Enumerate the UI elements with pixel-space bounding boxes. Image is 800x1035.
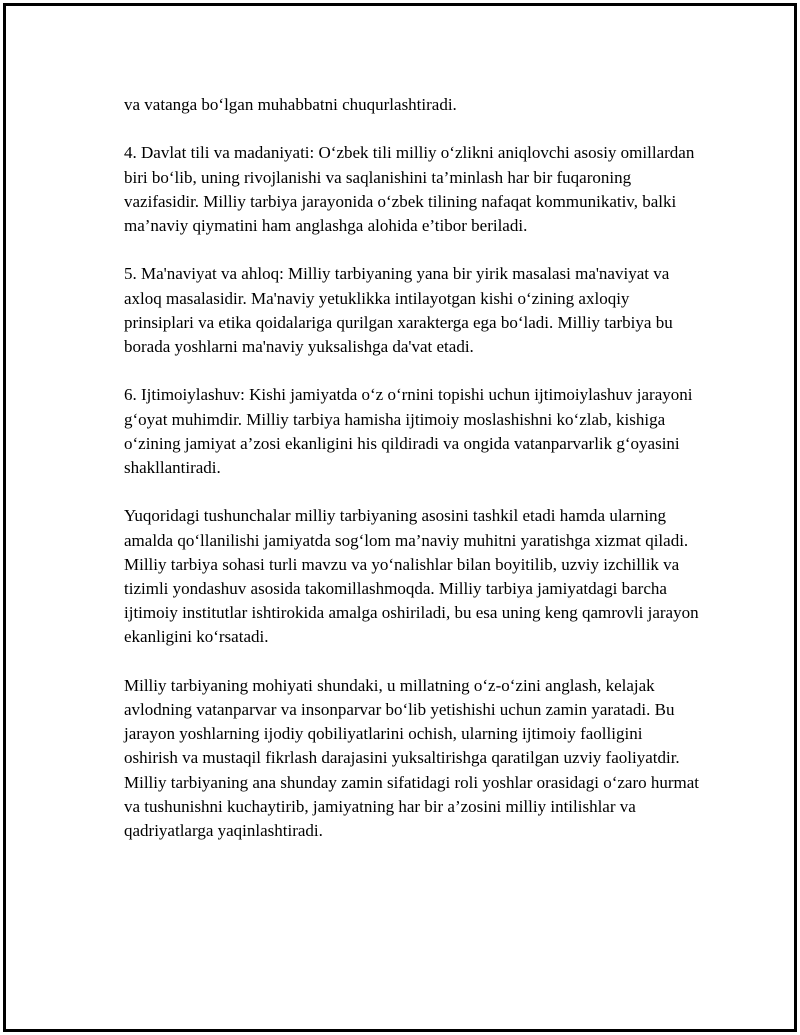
document-body <box>124 93 699 867</box>
paragraph-summary: Yuqoridagi tushunchalar milliy tarbiyaning asosini tashkil etadi hamda ularning amalda qo‘llanilishi jamiyatda sog‘lom ma’naviy muhitni yaratishga xizmat qiladi. Milliy tarbiya sohasi turli mavzu va yo‘nalishlar bilan boyitilib, uzviy izchillik va tizimli yondashuv asosida takomillashmoqda. Milliy tarbiya jamiyatdagi barcha ijtimoiy institutlar ishtirokida amalga oshiriladi, bu esa uning keng qamrovli jarayon ekanligini ko‘rsatadi. <box>124 506 699 647</box>
paragraph-continuation: va vatanga bo‘lgan muhabbatni chuqurlashtiradi. <box>124 95 457 114</box>
paragraph-ijtimoiylashuv: 6. Ijtimoiylashuv: Kishi jamiyatda o‘z o‘rnini topishi uchun ijtimoiylashuv jarayoni g‘oyat muhimdir. Milliy tarbiya hamisha ijtimoiy moslashishni ko‘zlab, kishiga o‘zining jamiyat a’zosi ekanligini his qildiradi va ongida vatanparvarlik g‘oyasini shakllantiradi. <box>124 385 693 477</box>
paragraph-mohiyati: Milliy tarbiyaning mohiyati shundaki, u millatning o‘z-o‘zini anglash, kelajak avlodning vatanparvar va insonparvar bo‘lib yetishishi uchun zamin yaratadi. Bu jarayon yoshlarning ijodiy qobiliyatlarini ochish, ularning ijtimoiy faolligini oshirish va mustaqil fikrlash darajasini yuksaltirishga qaratilgan uzviy faoliyatdir. Milliy tarbiyaning ana shunday zamin sifatidagi roli yoshlar orasidagi o‘zaro hurmat va tushunishni kuchaytirib, jamiyatning har bir a’zosini milliy intilishlar va qadriyatlarga yaqinlashtiradi. <box>124 675 700 841</box>
paragraph-manaviyat: 5. Ma'naviyat va ahloq: Milliy tarbiyaning yana bir yirik masalasi ma'naviyat va axloq masalasidir. Ma'naviy yetuklikka intilayotgan kishi o‘zining axloqiy prinsiplari va etika qoidalariga qurilgan xarakterga ega bo‘ladi. Milliy tarbiya bu borada yoshlarni ma'naviy yuksalishga da'vat etadi. <box>124 264 673 356</box>
paragraph-davlat-tili: 4. Davlat tili va madaniyati: O‘zbek tili milliy o‘zlikni aniqlovchi asosiy omillardan biri bo‘lib, uning rivojlanishi va saqlanishini ta’minlash har bir fuqaroning vazifasidir. Milliy tarbiya jarayonida o‘zbek tilining nafaqat kommunikativ, balki ma’naviy qiymatini ham anglashga alohida e’tibor beriladi. <box>124 143 695 235</box>
page-border <box>3 3 797 1032</box>
